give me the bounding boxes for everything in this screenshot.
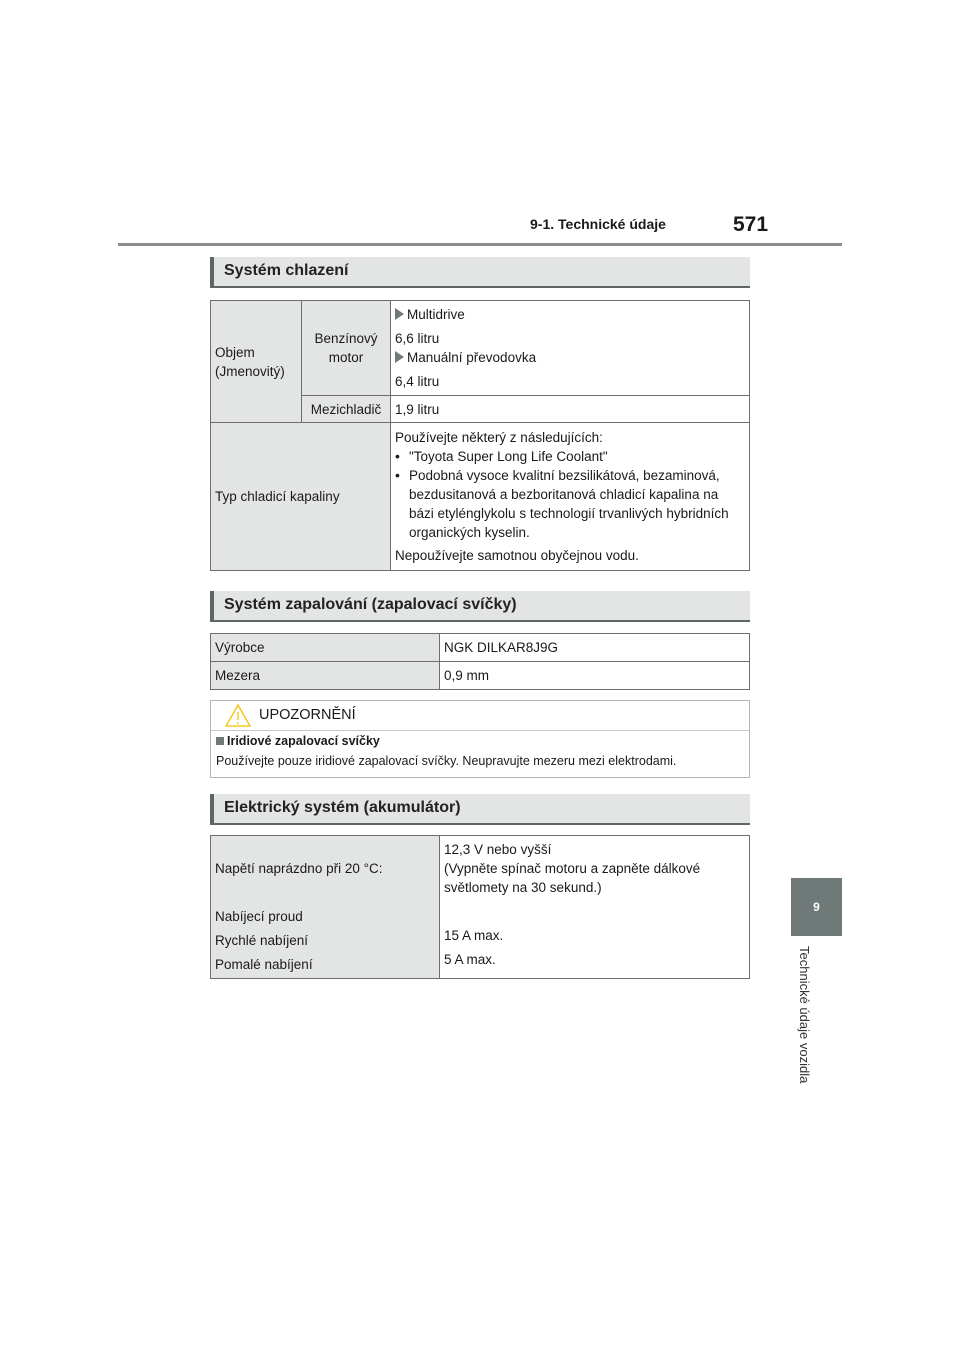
- voltage-label: Napětí naprázdno při 20 °C:: [215, 861, 383, 876]
- slow-charge-value: 5 A max.: [444, 952, 496, 967]
- slow-charge-label: Pomalé nabíjení: [215, 957, 313, 972]
- chapter-tab[interactable]: 9: [791, 878, 842, 936]
- coolant-type-label: Typ chladicí kapaliny: [211, 423, 391, 571]
- caution-header: [211, 701, 749, 731]
- caution-title: UPOZORNĚNÍ: [259, 707, 356, 723]
- list-item: • "Toyota Super Long Life Coolant": [395, 447, 608, 464]
- caution-box: [210, 700, 750, 778]
- coolant-intro: Používejte některý z následujících:: [395, 429, 603, 445]
- voltage-note: (Vypněte spínač motoru a zapněte dálkové světlomety na 30 sekund.): [444, 861, 701, 895]
- page-number: 571: [733, 213, 769, 236]
- manual-label: Manuální převodovka: [407, 350, 537, 365]
- voltage-value: 12,3 V nebo vyšší: [444, 842, 552, 857]
- engine-capacity-cell: [391, 301, 750, 396]
- electrical-section-heading: [210, 794, 750, 825]
- coolant-option-1: "Toyota Super Long Life Coolant": [409, 448, 608, 464]
- manual-value: 6,4 litru: [395, 374, 440, 389]
- coolant-option-2: Podobná vysoce kvalitní bezsilikátová, bezaminová, bezdusitanová a bezboritanová chladicí kapalina na bázi etylénglykolu s technologií trvanlivých hybridních organických kyselin.: [409, 467, 729, 540]
- square-bullet-icon: [216, 737, 224, 745]
- electrical-heading-text: Elektrický systém (akumulátor): [224, 799, 461, 816]
- charge-label: Nabíjecí proud: [215, 909, 303, 924]
- electrical-labels: [211, 836, 440, 979]
- caution-subtitle: [216, 734, 380, 748]
- electrical-table: [210, 835, 750, 979]
- fast-charge-value: 15 A max.: [444, 928, 504, 943]
- triangle-bullet-icon: [395, 351, 404, 363]
- electrical-values: [440, 836, 750, 979]
- engine-label: Benzínový motor: [302, 301, 391, 396]
- maker-value: NGK DILKAR8J9G: [440, 634, 750, 662]
- header-divider: [118, 243, 842, 246]
- cooling-table: [210, 300, 750, 571]
- caution-text: Používejte pouze iridiové zapalovací svíčky. Neupravujte mezeru mezi elektrodami.: [216, 754, 677, 768]
- fast-charge-label: Rychlé nabíjení: [215, 933, 309, 948]
- ignition-heading-text: Systém zapalování (zapalovací svíčky): [224, 596, 517, 613]
- ignition-table: [210, 633, 750, 690]
- triangle-bullet-icon: [395, 308, 404, 320]
- gap-value: 0,9 mm: [440, 662, 750, 690]
- ignition-section-heading: [210, 591, 750, 622]
- warning-icon: [225, 704, 251, 727]
- coolant-type-cell: [391, 423, 750, 571]
- section-title: 9-1. Technické údaje: [530, 216, 666, 232]
- intercooler-value: 1,9 litru: [391, 396, 750, 423]
- caution-subtitle-text: Iridiové zapalovací svíčky: [227, 734, 380, 748]
- list-item: • Podobná vysoce kvalitní bezsilikátová, bezaminová, bezdusitanová a bezboritanová chladicí kapalina na bázi etylénglykolu s technologií trvanlivých hybridních organických kyselin.: [395, 466, 745, 542]
- chapter-title-vertical: Technické údaje vozidla: [797, 946, 812, 1084]
- multidrive-label: Multidrive: [407, 307, 465, 322]
- gap-label: Mezera: [211, 662, 440, 690]
- volume-label: Objem (Jmenovitý): [211, 301, 302, 423]
- cooling-section-heading: [210, 257, 750, 288]
- cooling-heading-text: Systém chlazení: [224, 262, 349, 279]
- coolant-note: Nepoužívejte samotnou obyčejnou vodu.: [395, 547, 639, 563]
- maker-label: Výrobce: [211, 634, 440, 662]
- intercooler-label: Mezichladič: [302, 396, 391, 423]
- multidrive-value: 6,6 litru: [395, 331, 440, 346]
